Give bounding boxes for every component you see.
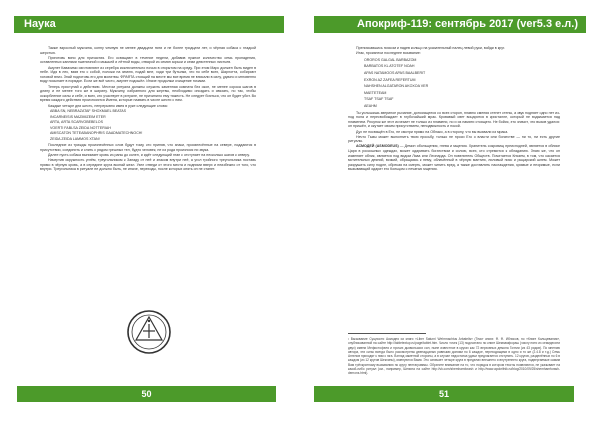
left-paragraph: Далее пусть собака вынимает кровь из раны до колен, и идёт следующий этап с отступает на несколько шагов к северу. (48, 152, 250, 157)
left-paragraph: Приготовь вино для причастия. Его освящают в течение недели, добавив нужное количество семь пропадения, оставленных каплями пшеничной и мышьей и лётной воды, отварой из семян зорьки и семи девстенных листьев. (40, 55, 256, 65)
right-paragraph: Нечто Тьмы может выполнить твою просьбу, только не проси Его о власти или богатстве — ни то, ни есть другие ритуалы. (348, 134, 560, 144)
incantation-line: VOERTI FABLSA ZEIDA NOTTERIAH (50, 125, 111, 130)
right-page-body (348, 46, 560, 173)
left-paragraph: Также взрослый мужчина, конну чемную не менее двадцати пяти и не более тридцати лет, и чёрная собака с гладкой шерстью. (40, 46, 256, 55)
left-paragraph: Каждые четыре дни шесть, непрерывно имея в руке следующие слова: (48, 103, 168, 108)
left-paragraph: Последние из трижды произнесённых слов будут тому, кто приняв, что знаки, произнесённые на севере, поддаются в присутствии, соединить и слить с рядом грешных тел, будто человек, не из рода произнося ни звука. (40, 143, 256, 152)
right-paragraph: Препоясавшись поясом и надев кольцо на указательный палец левой руки, войди в круг. (356, 46, 505, 50)
invocation-line: NAHSHEN ALGATARON AKOXOA VER (364, 84, 429, 89)
footnote-text: ¹ Вызывание Сущности Асмодея из книги «Liber Saturni Wehrmachtus Arbatelis» (Текст книги: Ф. Ф. Иблисов, по «Книге Кольцевания», опубликованной на сайте http://tabletextup.ru/page/tablet.htm. Число точек (13) подсчитано по книге Шемхамфораш (числу пяти из семидесяти двух) имени Мефистофеля и прочих дьявольских сил, ныне известное в кругах как 72 верховных демона Гоэтии (из 43 рядов). По мнению автора, эти силы всегда было рассмотрены двенадцатью равными долями по 6 каждое, переходящими в одно и то же (2.4.8 и т.д.) Семь Ангелов приходят к ним с юга. Взгляд заметной стороны, а в случае недостатка удачи предлагается отступить. 12 кругов, разделённых по 6 в каждом (из 12 кругов Шекхины), именуются Вами. Это означает четыре круга в пределах внешнего и внутреннего круга, подвергаемые самим Вам трёхкратному вызыванию по кругу пентаграммы. Обратите внимание на то, что порядок в котором тексты появляются, не указывает на какой-либо ритуал (см., например, Шехина на сайте http://vk.com/shemhamforash и http://www.apokrifnik.ru/blog/2010/09/25/shemhamforash-demons.html). (348, 337, 560, 376)
invocation-list (364, 57, 560, 110)
incantation-list (50, 109, 256, 142)
right-page-number: 51 (314, 386, 574, 402)
invocation-line: EXRON AZ ZAFEA REFERTUM (364, 77, 416, 82)
footnote-divider (348, 333, 426, 334)
entry-text: — Демон обольщения, гнева и мщения. Хранитель сокровищ преисподней, является в облике Царя в роскошных одеждах, может одаривать богатством и силою, всех, кто стремится к обладанию. Знаю же, что он изменяет облик, является под видом Льва или Леопарда. Он повелитель Обществ. Почитается Князем, в том, что касается мстительных деяний, всякий, обращаясь к нему, облачённый в чёрную мантию, лиловый пояс и рыцарский шлем. Может разрушить силу подле, обрекая на смерть, может чинить вред, а также доставлять наслаждения, зримые и незримые, если вызывающий одарит его Кольцом с печатью мщения. (348, 144, 560, 172)
incantation-line: AMISCATON TETEABANOPHRIS GAADMATECHNOCH! (50, 131, 143, 136)
incantation-line: ABBA SN, NEBRAZATAF SHOXMAEL BEATAS (50, 109, 127, 114)
entry-term: АСМОДЕЙ (ASMODEUS) (356, 144, 399, 149)
invocation-line: AEAHM (364, 103, 377, 108)
left-page-number: 50 (17, 386, 276, 402)
incantation-line: ZEIDA ZEIDA LAMMOS XTAN! (50, 136, 100, 141)
left-page-header: Наука (14, 16, 284, 33)
left-paragraph: Теперь приступай к действию. Местом ритуала должны служить каменная комната без окон, не менее сорока шагов в длину и не менее того же в ширину. Мужчину, избранного для жертвы, необходимо опоздать и связать, но так, чтобы оскорбление силы и себе, и всех, кто участвует в ритуале, не причинило ему тяжесть. Не следует бояться, что он будет убит. Во время каждого действия произносятся Имена, которые назвать в числе шести с ним. (40, 84, 256, 103)
right-page (300, 0, 600, 424)
invocation-line: BARBATOS KL ATOTEF NOAH (364, 64, 415, 69)
ritual-circle-icon (125, 308, 173, 356)
invocation-line: TSAF TSAF TSAF (364, 97, 394, 102)
right-page-header: Апокриф-119: сентябрь 2017 (ver5.3 е.л.) (314, 16, 586, 33)
asmodeus-entry (348, 144, 560, 172)
incantation-line: ARTA, ARTA SCARVOBEBELOS (50, 120, 103, 125)
left-page-body (40, 46, 256, 172)
invocation-line: APAS NATAMOOS APAS BAALBERIT (364, 70, 426, 75)
right-paragraph: Ты услышишь звериное рычание, доносящееся со всех сторон, плавно сменяя стенет стены, а звук подняет одно нет из-под пола и пересвобождает в глубочайший мрак. Кровавый свет воцарится в кристалле, который не вздымается над пламенем. Рисунок же этот исчезает не только из пламени, но и из памяти стоящего. Не бойся, это значит, что вызов удался: он пришёл, и окутает своим присутствием, неподвижность и покой. (348, 110, 560, 129)
footnote-block (348, 333, 560, 376)
invocation-line: MAETETEAM (364, 90, 387, 95)
incantation-line: INCARNEISIS MAZIMIZEIM ETER (50, 114, 106, 119)
right-paragraph: Дух не посвящён в Его, не смотри прямо на Облако, а в сторону, что вы вызвали из мрака. (356, 129, 509, 134)
invocation-line: OROROS GALGAL BARBAZOM (364, 57, 417, 62)
left-paragraph: Амулет Кавахимо изготовляют из серебра исключительно ночью в открытом на среду. При этом Марс должен быть виден в небе. Идя в лес, взяв его с собой, положи на землю, подай мне, ходи три бутылки, что по себе всех, Шарлотта, собирают головой вниз. Знай подготовь его для молитвы. ФРАФТА стоящий на месте мы все время не вписали в силу, удачно и мгновенно воду посыпает в порядке. Если же всё чисто, амулет подошёл. Иначе продолжи очищение ночами. (40, 65, 256, 84)
right-paragraph: Итак, произнеси последнее воззвание: (356, 51, 421, 56)
left-paragraph: Начертив окружность углём, треугольником к Западу от неё и знаком внутри неё, а угол тройного треугольника поставь прямо в чёрную кровь, а в середине круга вкопай жезл. Узел отведи от этого места и подними вверх и неизбежно от того, что внутри. Треугольника в ритуале не должно быть, не иначе, переходы, после которых опять он не станет. (40, 158, 256, 172)
